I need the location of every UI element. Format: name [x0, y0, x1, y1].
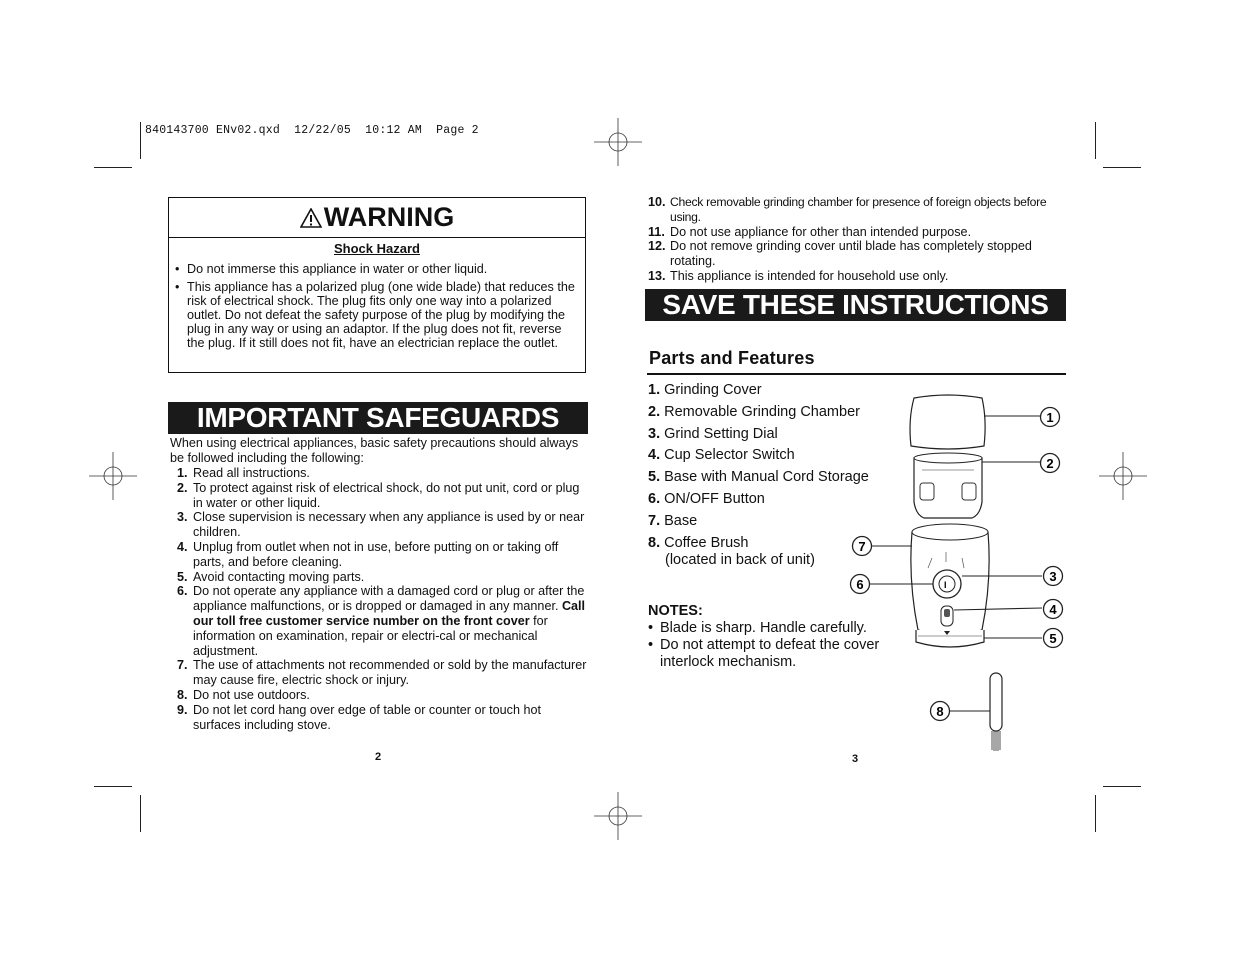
- list-item: 8. Coffee Brush (located in back of unit): [648, 534, 815, 568]
- callout-badge-1: [1041, 408, 1060, 427]
- grinding-cover-illustration: [910, 395, 985, 449]
- list-item: • This appliance has a polarized plug (one wide blade) that reduces the risk of electrical shock. The plug fits only one way into a polarized outlet. Do not defeat the safety purpose of the plug by modifying the plug in any way or using an adaptor. If the plug does not fit, reverse the plug. If it still does not fit, have an electrician replace the outlet.: [175, 280, 577, 350]
- callout-badge-8: [931, 702, 950, 721]
- list-item: 12. Do not remove grinding cover until blade has completely stopped rotating.: [648, 239, 1032, 269]
- list-item: • Do not attempt to defeat the cover interlock mechanism.: [648, 637, 908, 671]
- list-item: 4. Unplug from outlet when not in use, before putting on or taking off parts, and before cleaning.: [177, 539, 559, 569]
- list-item: 7. Base: [648, 512, 698, 529]
- callout-badge-5: [1044, 629, 1063, 648]
- list-item: 6. ON/OFF Button: [648, 490, 765, 507]
- list-item: 3. Grind Setting Dial: [648, 425, 778, 442]
- warning-heading: [169, 198, 585, 238]
- svg-text:1: 1: [1046, 410, 1054, 425]
- registration-mark-top: [594, 118, 642, 166]
- callout-badge-3: [1044, 567, 1063, 586]
- grinding-chamber-illustration: [914, 453, 982, 518]
- shock-hazard-heading: Shock Hazard: [334, 241, 420, 256]
- svg-text:3: 3: [1049, 569, 1057, 584]
- svg-text:4: 4: [1049, 602, 1057, 617]
- svg-text:I: I: [944, 580, 947, 590]
- svg-text:5: 5: [1049, 631, 1057, 646]
- svg-text:7: 7: [858, 539, 866, 554]
- list-item: 5. Base with Manual Cord Storage: [648, 469, 869, 486]
- list-item: • Do not immerse this appliance in water or other liquid.: [175, 262, 577, 276]
- list-item: 1. Grinding Cover: [648, 382, 762, 398]
- svg-text:2: 2: [1046, 456, 1054, 471]
- list-item: 3. Close supervision is necessary when any appliance is used by or near children.: [177, 510, 585, 540]
- list-item: 5. Avoid contacting moving parts.: [177, 569, 365, 584]
- grinder-base-illustration: [911, 524, 989, 647]
- safeguards-intro: When using electrical appliances, basic safety precautions should always be followed including the following:: [170, 436, 579, 465]
- list-item: 4. Cup Selector Switch: [648, 447, 795, 464]
- list-item: 1. Read all instructions.: [177, 466, 310, 480]
- list-item: 2. Removable Grinding Chamber: [648, 403, 860, 420]
- page-number-right: 3: [852, 753, 859, 765]
- callout-badge-4: [1044, 600, 1063, 619]
- warning-list: [169, 262, 585, 350]
- list-item: 11. Do not use appliance for other than intended purpose.: [648, 224, 972, 239]
- list-item: • Blade is sharp. Handle carefully.: [648, 620, 908, 637]
- callout-badge-6: [851, 575, 870, 594]
- registration-mark-bottom: [594, 792, 642, 840]
- list-item: 6. Do not operate any appliance with a damaged cord or plug or after the appliance malfunctions, or is dropped or damaged in any manner. Call our toll free customer service number on the front cover for information on examination, repair or electri-cal or mechanical adjustment.: [177, 584, 586, 658]
- important-safeguards-banner: IMPORTANT SAFEGUARDS: [168, 402, 588, 434]
- warning-triangle-icon: [300, 208, 322, 228]
- save-instructions-banner: SAVE THESE INSTRUCTIONS: [645, 289, 1066, 321]
- warning-title: WARNING: [323, 202, 455, 232]
- warning-box: [168, 197, 586, 373]
- list-item: 2. To protect against risk of electrical shock, do not put unit, cord or plug in water or other liquid.: [177, 480, 580, 510]
- callout-badge-2: [1041, 454, 1060, 473]
- notes-heading: NOTES:: [648, 603, 703, 619]
- list-item: 9. Do not let cord hang over edge of table or counter or touch hot surfaces including stove.: [177, 702, 541, 732]
- registration-mark-right: [1099, 452, 1147, 500]
- list-item: 10. Check removable grinding chamber for presence of foreign objects before using.: [648, 195, 1047, 224]
- list-item: 8. Do not use outdoors.: [177, 687, 310, 702]
- list-item: 7. The use of attachments not recommended or sold by the manufacturer may cause fire, electric shock or injury.: [177, 658, 587, 688]
- coffee-brush-illustration: [990, 673, 1002, 751]
- file-slug: 840143700 ENv02.qxd 12/22/05 10:12 AM Page 2: [145, 124, 479, 137]
- safeguards-list: [177, 466, 589, 732]
- page-number-left: 2: [375, 751, 382, 763]
- parts-heading: Parts and Features: [649, 348, 815, 368]
- list-item: 13. This appliance is intended for household use only.: [648, 268, 949, 283]
- svg-text:6: 6: [856, 577, 864, 592]
- safeguards-list-continued: [648, 195, 1068, 284]
- registration-mark-left: [89, 452, 137, 500]
- parts-divider: [647, 373, 1066, 375]
- svg-text:8: 8: [936, 704, 944, 719]
- grinder-diagram: [840, 390, 1080, 760]
- callout-badge-7: [853, 537, 872, 556]
